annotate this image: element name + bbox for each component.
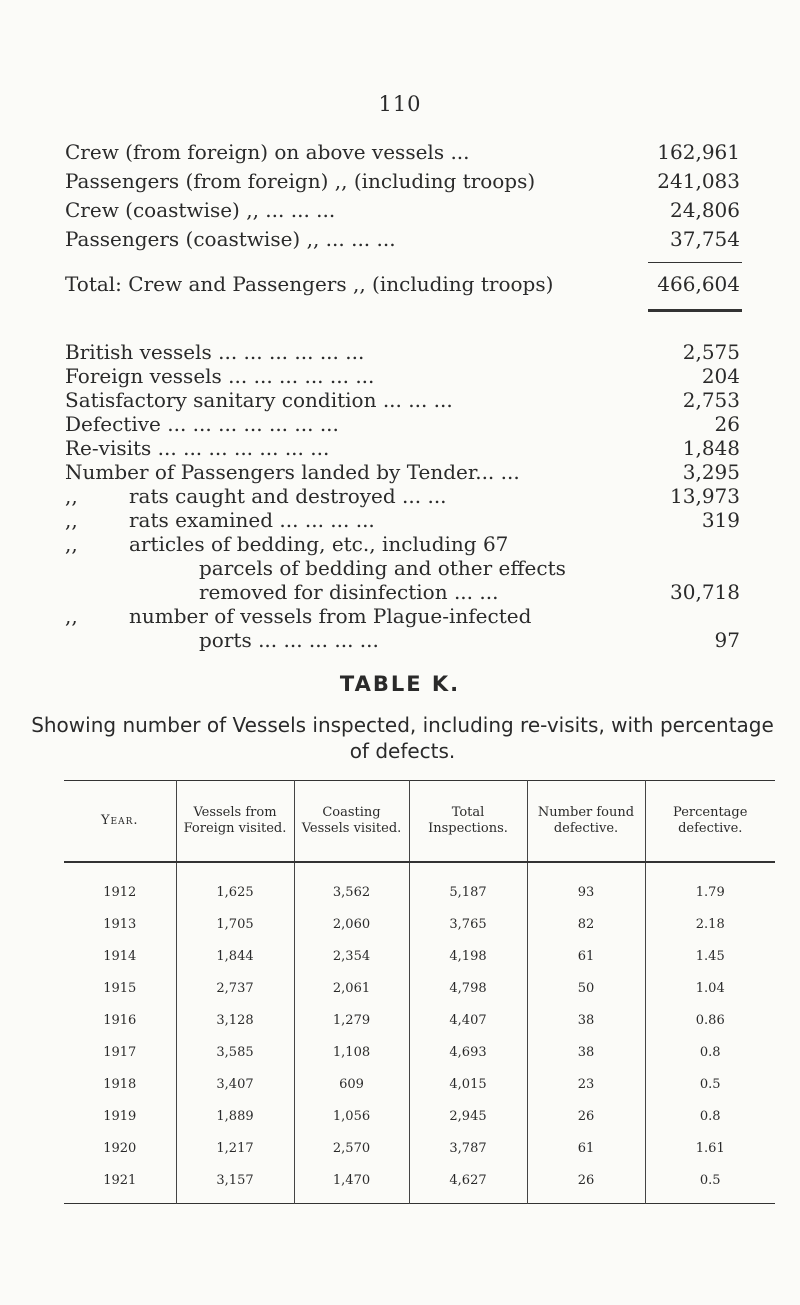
table-row xyxy=(64,1164,775,1204)
summary-label: British vessels ... ... ... ... ... ... xyxy=(65,340,365,364)
summary-row-plague-2 xyxy=(65,628,740,652)
summary-row-foreign-vessels xyxy=(65,364,740,388)
cell-percentage: 0.5 xyxy=(645,1164,775,1204)
sum-rule xyxy=(648,262,742,263)
cell-total: 4,627 xyxy=(409,1164,527,1204)
cell-percentage: 1.04 xyxy=(645,972,775,1004)
summary-row-defective xyxy=(65,412,740,436)
summary-row-satisfactory xyxy=(65,388,740,412)
cell-total: 4,407 xyxy=(409,1004,527,1036)
summary-value: 26 xyxy=(714,412,740,436)
cell-percentage: 1.61 xyxy=(645,1132,775,1164)
summary-row-bedding-1 xyxy=(65,532,740,556)
cell-year: 1914 xyxy=(103,948,137,964)
cell-coasting: 2,570 xyxy=(294,1132,409,1164)
summary-value: 13,973 xyxy=(670,484,740,508)
cell-total: 2,945 xyxy=(409,1100,527,1132)
summary-label: Satisfactory sanitary condition ... ... ... xyxy=(65,388,453,412)
summary-row-rats-caught xyxy=(65,484,740,508)
cell-year: 1917 xyxy=(103,1044,137,1060)
cell-defective: 50 xyxy=(527,972,645,1004)
header-foreign-vessels: Vessels from Foreign visited. xyxy=(176,781,294,863)
cell-percentage: 2.18 xyxy=(645,908,775,940)
cell-defective: 26 xyxy=(527,1164,645,1204)
summary-row-revisits xyxy=(65,436,740,460)
table-title: TABLE K. xyxy=(339,672,461,696)
summary-value: 97 xyxy=(714,628,740,652)
summary-label: Passengers (from foreign) ,, (including troops) xyxy=(65,169,536,193)
cell-year: 1921 xyxy=(103,1172,137,1188)
cell-year: 1913 xyxy=(103,916,137,932)
cell-foreign: 3,157 xyxy=(176,1164,294,1204)
table-row xyxy=(64,1036,775,1068)
page-number: 110 xyxy=(378,92,422,116)
summary-label: Passengers (coastwise) ,, ... ... ... xyxy=(65,227,396,251)
cell-foreign: 1,844 xyxy=(176,940,294,972)
cell-year: 1915 xyxy=(103,980,137,996)
table-row xyxy=(64,1132,775,1164)
summary-row-bedding-2 xyxy=(65,556,740,580)
total-rule xyxy=(648,309,742,312)
summary-value: 30,718 xyxy=(670,580,740,604)
summary-row-crew-foreign xyxy=(65,140,740,164)
summary-label: Crew (coastwise) ,, ... ... ... xyxy=(65,198,336,222)
cell-coasting: 2,061 xyxy=(294,972,409,1004)
vessels-inspected-table xyxy=(64,780,775,1204)
ditto-mark: ,, xyxy=(65,484,78,508)
summary-value: 2,575 xyxy=(682,340,740,364)
table-row xyxy=(64,1068,775,1100)
header-percentage-defective: Percentage defective. xyxy=(645,781,775,863)
summary-label: Defective ... ... ... ... ... ... ... xyxy=(65,412,339,436)
total-value: 466,604 xyxy=(657,272,740,296)
summary-label: Foreign vessels ... ... ... ... ... ... xyxy=(65,364,375,388)
summary-value: 2,753 xyxy=(682,388,740,412)
cell-foreign: 1,625 xyxy=(176,862,294,908)
cell-coasting: 1,056 xyxy=(294,1100,409,1132)
cell-total: 3,765 xyxy=(409,908,527,940)
cell-coasting: 1,470 xyxy=(294,1164,409,1204)
summary-row-passengers-coastwise xyxy=(65,227,740,251)
cell-total: 4,693 xyxy=(409,1036,527,1068)
summary-row-plague-1 xyxy=(65,604,740,628)
table-row xyxy=(64,1004,775,1036)
cell-coasting: 1,108 xyxy=(294,1036,409,1068)
cell-total: 4,015 xyxy=(409,1068,527,1100)
summary-value: 3,295 xyxy=(682,460,740,484)
table-row xyxy=(64,940,775,972)
summary-row-passengers-foreign xyxy=(65,169,740,193)
header-number-defective: Number found defective. xyxy=(527,781,645,863)
cell-defective: 93 xyxy=(527,862,645,908)
summary-row-rats-examined xyxy=(65,508,740,532)
header-total-inspections: Total Inspections. xyxy=(409,781,527,863)
summary-label: ports ... ... ... ... ... xyxy=(199,628,379,652)
header-coasting-vessels: Coasting Vessels visited. xyxy=(294,781,409,863)
cell-percentage: 0.8 xyxy=(645,1036,775,1068)
summary-label: Number of Passengers landed by Tender... ... xyxy=(65,460,520,484)
cell-foreign: 1,889 xyxy=(176,1100,294,1132)
cell-defective: 23 xyxy=(527,1068,645,1100)
ditto-mark: ,, xyxy=(65,604,78,628)
header-year: Year. xyxy=(100,813,139,828)
cell-year: 1918 xyxy=(103,1076,137,1092)
summary-value: 24,806 xyxy=(670,198,740,222)
summary-value: 241,083 xyxy=(657,169,740,193)
summary-label: ,, rats examined ... ... ... ... xyxy=(65,508,375,532)
table-row xyxy=(64,972,775,1004)
table-header-row xyxy=(64,781,775,863)
summary-row-passengers-tender xyxy=(65,460,740,484)
cell-year: 1920 xyxy=(103,1140,137,1156)
cell-total: 5,187 xyxy=(409,862,527,908)
cell-defective: 38 xyxy=(527,1036,645,1068)
cell-year: 1916 xyxy=(103,1012,137,1028)
cell-year: 1919 xyxy=(103,1108,137,1124)
table-caption: Showing number of Vessels inspected, including re-visits, with percentage of defects. xyxy=(31,713,774,763)
summary-value: 162,961 xyxy=(657,140,740,164)
cell-defective: 26 xyxy=(527,1100,645,1132)
cell-defective: 61 xyxy=(527,940,645,972)
cell-defective: 61 xyxy=(527,1132,645,1164)
cell-foreign: 1,705 xyxy=(176,908,294,940)
summary-value: 204 xyxy=(701,364,740,388)
cell-total: 4,198 xyxy=(409,940,527,972)
summary-value: 37,754 xyxy=(670,227,740,251)
summary-row-british-vessels xyxy=(65,340,740,364)
cell-coasting: 3,562 xyxy=(294,862,409,908)
summary-label: ,, rats caught and destroyed ... ... xyxy=(65,484,447,508)
summary-label: ,, number of vessels from Plague-infected xyxy=(65,604,532,628)
cell-foreign: 3,128 xyxy=(176,1004,294,1036)
cell-total: 3,787 xyxy=(409,1132,527,1164)
cell-percentage: 1.45 xyxy=(645,940,775,972)
cell-foreign: 3,585 xyxy=(176,1036,294,1068)
table-row xyxy=(64,1100,775,1132)
cell-foreign: 3,407 xyxy=(176,1068,294,1100)
cell-coasting: 609 xyxy=(294,1068,409,1100)
table-row xyxy=(64,862,775,908)
summary-label: Re-visits ... ... ... ... ... ... ... xyxy=(65,436,330,460)
table-row xyxy=(64,908,775,940)
summary-row-crew-coastwise xyxy=(65,198,740,222)
cell-foreign: 1,217 xyxy=(176,1132,294,1164)
summary-label: parcels of bedding and other effects xyxy=(199,556,566,580)
summary-label: removed for disinfection ... ... xyxy=(199,580,499,604)
cell-percentage: 1.79 xyxy=(645,862,775,908)
summary-label: Crew (from foreign) on above vessels ... xyxy=(65,140,470,164)
cell-percentage: 0.86 xyxy=(645,1004,775,1036)
cell-coasting: 2,354 xyxy=(294,940,409,972)
summary-value: 319 xyxy=(701,508,740,532)
summary-label: ,, articles of bedding, etc., including 67 xyxy=(65,532,509,556)
cell-defective: 38 xyxy=(527,1004,645,1036)
cell-percentage: 0.5 xyxy=(645,1068,775,1100)
cell-total: 4,798 xyxy=(409,972,527,1004)
cell-coasting: 2,060 xyxy=(294,908,409,940)
ditto-mark: ,, xyxy=(65,532,78,556)
cell-coasting: 1,279 xyxy=(294,1004,409,1036)
total-label: Total: Crew and Passengers ,, (including troops) xyxy=(65,272,554,296)
cell-foreign: 2,737 xyxy=(176,972,294,1004)
summary-row-bedding-3 xyxy=(65,580,740,604)
cell-percentage: 0.8 xyxy=(645,1100,775,1132)
ditto-mark: ,, xyxy=(65,508,78,532)
total-row xyxy=(65,272,740,296)
cell-year: 1912 xyxy=(103,884,137,900)
summary-value: 1,848 xyxy=(682,436,740,460)
cell-defective: 82 xyxy=(527,908,645,940)
